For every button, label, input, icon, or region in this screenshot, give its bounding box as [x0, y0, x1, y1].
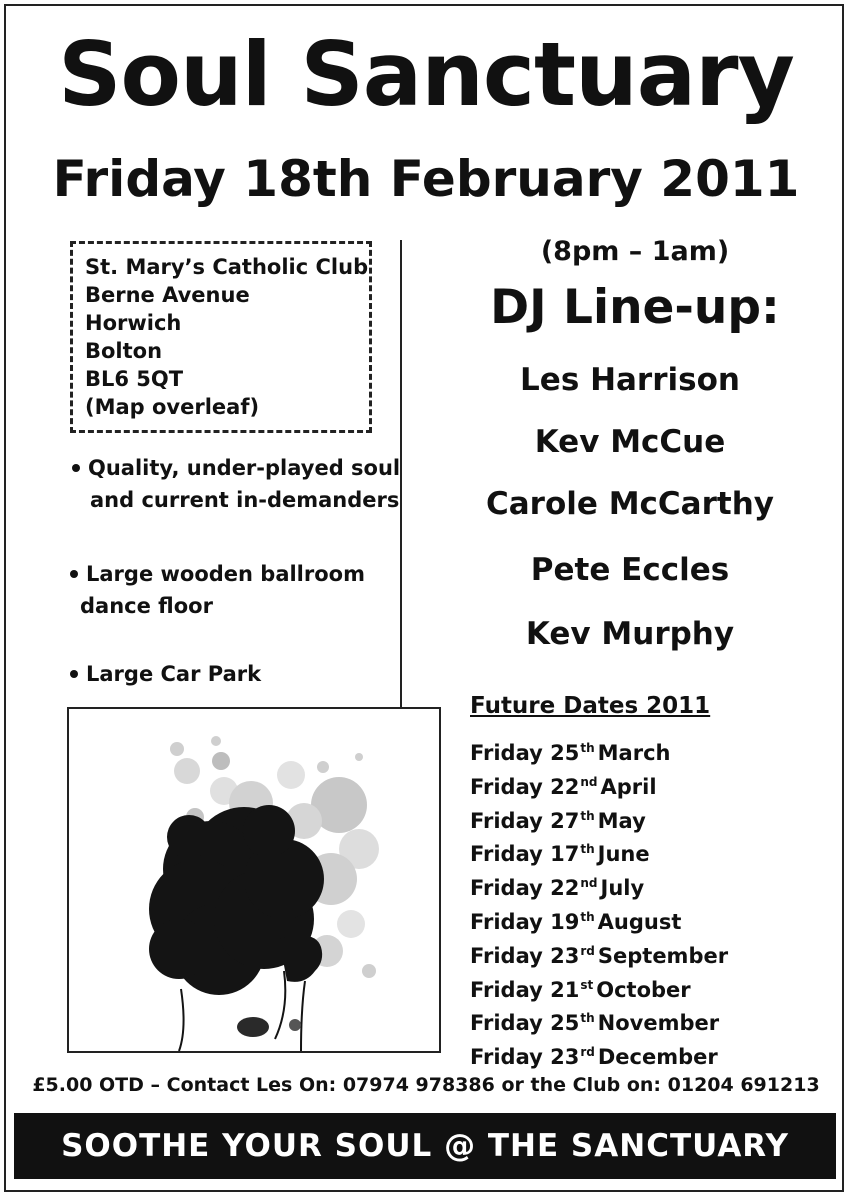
- event-times: (8pm – 1am): [540, 236, 730, 267]
- future-date-item: [470, 937, 728, 971]
- future-date-item: [470, 835, 728, 869]
- future-date-number: 25: [550, 741, 580, 765]
- future-date-item: [470, 802, 728, 836]
- afro-woman-illustration: [67, 707, 441, 1053]
- future-date-month: April: [600, 774, 657, 799]
- feature-item: [80, 558, 365, 622]
- future-date-month: May: [597, 808, 646, 833]
- dj-name: Kev Murphy: [525, 616, 735, 652]
- dj-lineup-heading: DJ Line-up:: [490, 280, 780, 335]
- dj-name: Carole McCarthy: [486, 486, 774, 522]
- bullet-icon: [72, 464, 80, 472]
- future-date-month: November: [597, 1011, 720, 1036]
- future-date-day: Friday: [470, 1011, 543, 1036]
- future-date-number: 23: [550, 1045, 580, 1070]
- dj-name: Les Harrison: [520, 362, 740, 398]
- future-date-number: 25: [550, 1011, 580, 1036]
- future-date-month: October: [596, 977, 691, 1002]
- address-line: BL6 5QT: [85, 367, 184, 391]
- future-date-day: Friday: [470, 1045, 543, 1070]
- future-date-suffix: nd: [580, 876, 598, 891]
- dj-name: Kev McCue: [534, 424, 726, 460]
- future-date-item: [470, 1004, 728, 1038]
- future-date-month: June: [597, 842, 650, 867]
- venue-address-box: [70, 241, 372, 433]
- future-date-number: 21: [550, 977, 580, 1002]
- future-date-suffix: rd: [580, 1045, 595, 1060]
- feature-item: [88, 452, 400, 516]
- future-date-month: December: [597, 1045, 718, 1070]
- bullet-icon: [70, 670, 78, 678]
- future-date-month: July: [600, 876, 645, 901]
- future-date-item: [470, 903, 728, 937]
- column-divider: [400, 240, 402, 708]
- future-date-day: Friday: [470, 842, 543, 867]
- future-date-day: Friday: [470, 741, 543, 765]
- future-date-month: March: [597, 741, 671, 765]
- future-date-month: September: [597, 943, 729, 968]
- future-date-suffix: rd: [580, 943, 595, 958]
- future-date-item: [470, 768, 728, 802]
- future-date-day: Friday: [470, 876, 543, 901]
- address-line: Bolton: [85, 339, 163, 363]
- event-date: Friday 18th February 2011: [52, 150, 800, 208]
- future-date-item: [470, 734, 728, 768]
- future-date-number: 27: [550, 808, 580, 833]
- future-date-number: 22: [550, 774, 580, 799]
- future-date-number: 19: [550, 909, 580, 934]
- future-date-month: August: [597, 909, 682, 934]
- future-dates-heading: Future Dates 2011: [470, 693, 711, 719]
- feature-line: and current in-demanders: [90, 488, 400, 512]
- dj-name: Pete Eccles: [530, 552, 730, 588]
- future-date-day: Friday: [470, 774, 543, 799]
- future-date-item: [470, 1038, 728, 1072]
- contact-info: £5.00 OTD – Contact Les On: 07974 978386 or the Club on: 01204 691213: [32, 1074, 820, 1096]
- future-date-number: 23: [550, 943, 580, 968]
- feature-line: Quality, under-played soul: [88, 456, 401, 480]
- future-date-day: Friday: [470, 909, 543, 934]
- future-date-day: Friday: [470, 808, 543, 833]
- address-line: (Map overleaf): [85, 395, 260, 419]
- afro-silhouette-icon: [69, 709, 439, 1051]
- slogan-banner: SOOTHE YOUR SOUL @ THE SANCTUARY: [14, 1113, 836, 1179]
- future-date-suffix: nd: [580, 774, 598, 789]
- bullet-icon: [70, 570, 78, 578]
- future-date-suffix: th: [580, 909, 595, 924]
- future-date-item: [470, 971, 728, 1005]
- future-date-suffix: th: [580, 842, 595, 857]
- feature-line: Large Car Park: [86, 662, 262, 686]
- future-date-number: 17: [550, 842, 580, 867]
- future-date-suffix: th: [580, 1011, 595, 1026]
- future-date-suffix: st: [580, 977, 594, 992]
- future-dates-list: [470, 734, 728, 1072]
- flyer-title: Soul Sanctuary: [58, 23, 794, 126]
- future-date-number: 22: [550, 876, 580, 901]
- future-date-suffix: th: [580, 741, 595, 755]
- future-date-day: Friday: [470, 977, 543, 1002]
- address-line: Horwich: [85, 311, 182, 335]
- feature-line: dance floor: [80, 594, 213, 618]
- feature-item: [86, 658, 261, 690]
- future-date-suffix: th: [580, 808, 595, 823]
- address-line: Berne Avenue: [85, 283, 250, 307]
- future-date-item: [470, 869, 728, 903]
- feature-line: Large wooden ballroom: [86, 562, 365, 586]
- future-date-day: Friday: [470, 943, 543, 968]
- address-line: St. Mary’s Catholic Club: [85, 255, 369, 279]
